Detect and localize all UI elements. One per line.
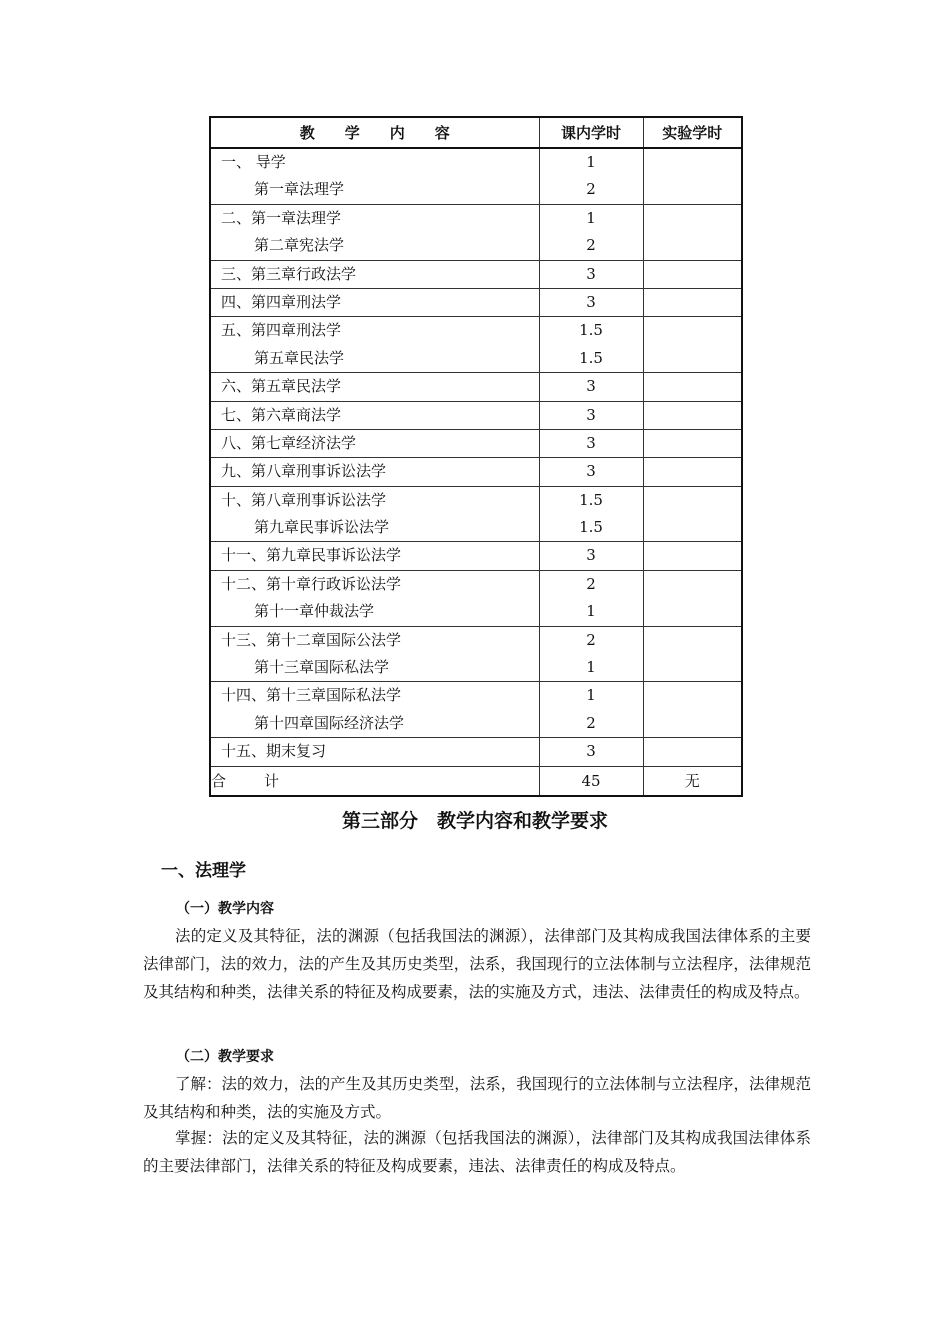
- class-hours-cell: [539, 486, 643, 542]
- class-hours-cell: [539, 570, 643, 626]
- hours-value: 1: [586, 686, 596, 705]
- table-body: [210, 148, 742, 766]
- content-line: 十四、第十三章国际私法学: [221, 686, 402, 705]
- class-hours-cell: [539, 373, 643, 401]
- hours-value: 2: [586, 236, 596, 255]
- content-line: 十五、期末复习: [221, 742, 327, 761]
- content-line: 第十四章国际经济法学: [254, 713, 405, 732]
- content-line: 第五章民法学: [254, 348, 345, 367]
- class-hours-cell: [539, 542, 643, 570]
- content-line: 第二章宪法学: [254, 236, 345, 255]
- lab-hours-cell: [643, 204, 742, 260]
- hours-value: 1.5: [579, 490, 603, 509]
- content-cell: [210, 148, 539, 204]
- class-hours-cell: [539, 148, 643, 204]
- content-cell: [210, 570, 539, 626]
- content-subheading: （一）教学内容: [176, 901, 274, 917]
- table-row: [210, 429, 742, 457]
- lab-hours-cell: [643, 429, 742, 457]
- lab-hours-cell: [643, 682, 742, 738]
- table-row: [210, 738, 742, 766]
- content-line: 十二、第十章行政诉讼法学: [221, 574, 402, 593]
- lab-hours-cell: [643, 486, 742, 542]
- hours-value: 1.5: [579, 518, 603, 537]
- content-cell: [210, 260, 539, 288]
- table-header-row: [210, 117, 742, 148]
- total-row: [210, 766, 742, 796]
- table-row: [210, 148, 742, 204]
- content-cell: [210, 458, 539, 486]
- total-hours: 45: [539, 766, 643, 796]
- class-hours-cell: [539, 260, 643, 288]
- table-row: [210, 458, 742, 486]
- table-row: [210, 288, 742, 316]
- content-cell: [210, 738, 539, 766]
- understand-paragraph: 了解：法的效力，法的产生及其历史类型，法系，我国现行的立法体制与立法程序，法律规范及其结构和种类，法的实施及方式。: [143, 1075, 811, 1121]
- hours-value: 3: [586, 742, 596, 761]
- content-line: 第九章民事诉讼法学: [254, 518, 390, 537]
- content-line: 十、第八章刑事诉讼法学: [221, 490, 387, 509]
- header-lab-hours: 实验学时: [643, 117, 742, 148]
- content-cell: [210, 317, 539, 373]
- content-cell: [210, 542, 539, 570]
- content-cell: [210, 626, 539, 682]
- class-hours-cell: [539, 458, 643, 486]
- class-hours-cell: [539, 682, 643, 738]
- lab-hours-cell: [643, 148, 742, 204]
- class-hours-cell: [539, 626, 643, 682]
- content-line: 七、第六章商法学: [221, 405, 342, 424]
- class-hours-cell: [539, 429, 643, 457]
- content-cell: [210, 204, 539, 260]
- table-row: [210, 204, 742, 260]
- header-class-hours: 课内学时: [539, 117, 643, 148]
- content-line: 八、第七章经济法学: [221, 433, 357, 452]
- requirements-subheading: （二）教学要求: [176, 1049, 274, 1065]
- table-row: [210, 486, 742, 542]
- hours-value: 3: [586, 546, 596, 565]
- hours-value: 1: [586, 153, 596, 171]
- content-line: 一、 导学: [221, 153, 286, 171]
- table-row: [210, 317, 742, 373]
- lab-hours-cell: [643, 288, 742, 316]
- content-cell: [210, 429, 539, 457]
- content-cell: [210, 401, 539, 429]
- class-hours-cell: [539, 401, 643, 429]
- content-line: 第十三章国际私法学: [254, 658, 390, 677]
- lab-hours-cell: [643, 260, 742, 288]
- hours-value: 1: [586, 658, 596, 677]
- class-hours-cell: [539, 317, 643, 373]
- content-cell: [210, 288, 539, 316]
- hours-value: 1: [586, 602, 596, 621]
- table-row: [210, 401, 742, 429]
- hours-value: 1.5: [579, 348, 603, 367]
- table-row: [210, 542, 742, 570]
- content-line: 四、第四章刑法学: [221, 292, 342, 311]
- lab-hours-cell: [643, 542, 742, 570]
- content-line: 九、第八章刑事诉讼法学: [221, 462, 387, 481]
- hours-value: 3: [586, 264, 596, 283]
- content-line: 十一、第九章民事诉讼法学: [221, 546, 402, 565]
- table-row: [210, 682, 742, 738]
- content-line: 十三、第十二章国际公法学: [221, 630, 402, 649]
- hours-value: 1.5: [579, 321, 603, 340]
- hours-value: 2: [586, 713, 596, 732]
- hours-value: 2: [586, 574, 596, 593]
- master-paragraph: 掌握：法的定义及其特征，法的渊源（包括我国法的渊源），法律部门及其构成我国法律体系的主要法律部门，法律关系的特征及构成要素，违法、法律责任的构成及特点。: [143, 1129, 811, 1175]
- lab-hours-cell: [643, 570, 742, 626]
- table-row: [210, 570, 742, 626]
- content-line: 五、第四章刑法学: [221, 321, 342, 340]
- hours-value: 1: [586, 208, 596, 227]
- section-title: 第三部分 教学内容和教学要求: [341, 810, 608, 832]
- content-line: 六、第五章民法学: [221, 377, 342, 396]
- header-teaching-content: 教学内容: [210, 117, 539, 148]
- table-row: [210, 260, 742, 288]
- class-hours-cell: [539, 288, 643, 316]
- content-cell: [210, 486, 539, 542]
- course-hours-table: [209, 116, 743, 797]
- lab-hours-cell: [643, 626, 742, 682]
- content-line: 三、第三章行政法学: [221, 264, 357, 283]
- content-line: 二、第一章法理学: [221, 208, 342, 227]
- class-hours-cell: [539, 738, 643, 766]
- content-cell: [210, 682, 539, 738]
- hours-value: 2: [586, 630, 596, 649]
- class-hours-cell: [539, 204, 643, 260]
- content-cell: [210, 373, 539, 401]
- lab-hours-cell: [643, 458, 742, 486]
- hours-value: 3: [586, 292, 596, 311]
- content-line: 第十一章仲裁法学: [254, 602, 375, 621]
- lab-hours-cell: [643, 401, 742, 429]
- hours-value: 3: [586, 433, 596, 452]
- total-lab-hours: 无: [643, 766, 742, 796]
- lab-hours-cell: [643, 373, 742, 401]
- content-line: 第一章法理学: [254, 180, 345, 199]
- table-row: [210, 373, 742, 401]
- table-row: [210, 626, 742, 682]
- total-label: 合计: [210, 766, 539, 796]
- hours-value: 3: [586, 377, 596, 396]
- lab-hours-cell: [643, 317, 742, 373]
- lab-hours-cell: [643, 738, 742, 766]
- hours-value: 3: [586, 405, 596, 424]
- hours-value: 3: [586, 462, 596, 481]
- law-theory-heading: 一、法理学: [161, 861, 246, 881]
- hours-value: 2: [586, 180, 596, 199]
- content-paragraph: 法的定义及其特征，法的渊源（包括我国法的渊源），法律部门及其构成我国法律体系的主要法律部门，法的效力，法的产生及其历史类型，法系，我国现行的立法体制与立法程序，法律规范及其结构和种类，法律关系的特征及构成要素，法的实施及方式，违法、法律责任的构成及特点。: [143, 927, 811, 1001]
